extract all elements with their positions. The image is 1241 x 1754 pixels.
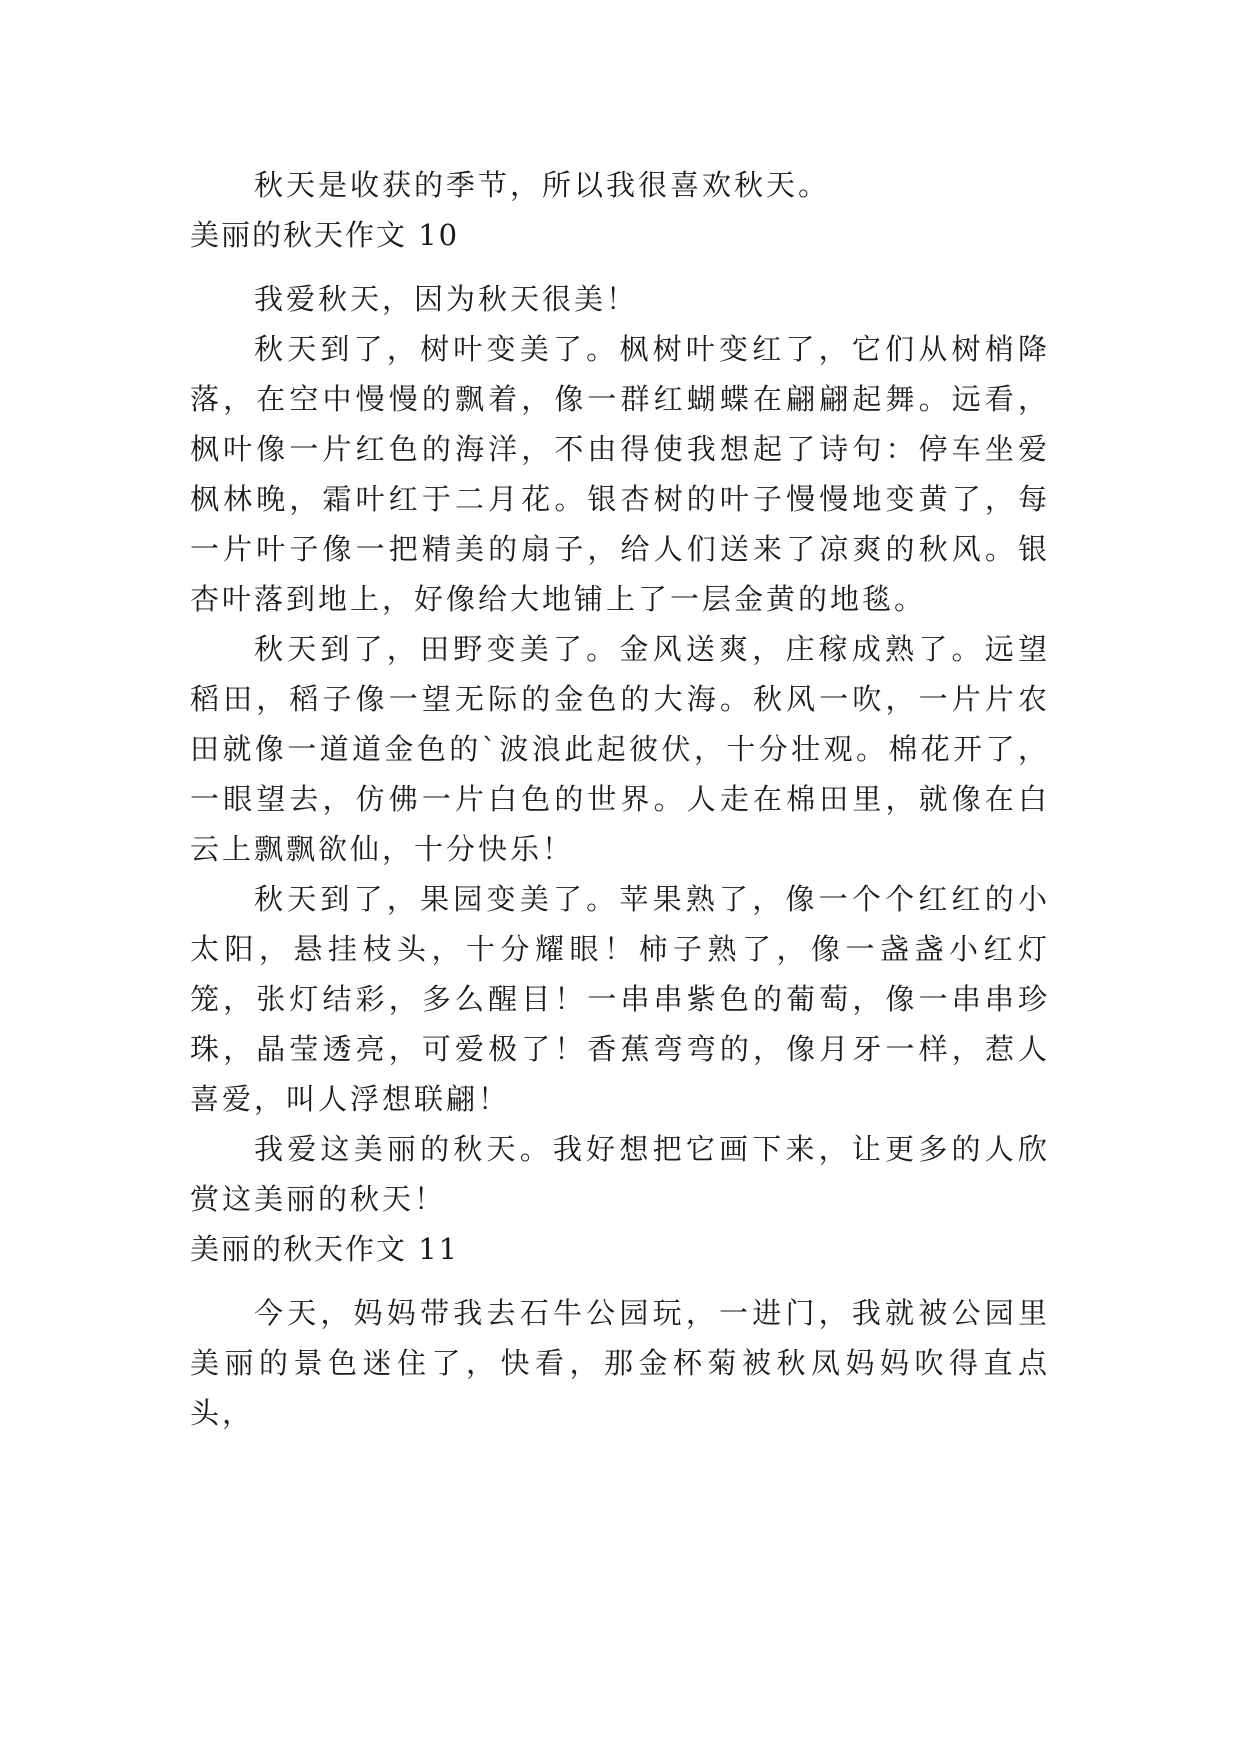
paragraph: 我爱这美丽的秋天。我好想把它画下来，让更多的人欣赏这美丽的秋天！ [190,1132,1050,1216]
paragraph: 秋天到了，田野变美了。金风送爽，庄稼成熟了。远望稻田，稻子像一望无际的金色的大海。秋风一吹，一片片农田就像一道道金色的`波浪此起彼伏，十分壮观。棉花开了，一眼望去，仿佛一片白色的世界。人走在棉田里，就像在白云上飘飘欲仙，十分快乐！ [190,632,1050,866]
essay-heading: 美丽的秋天作文 11 [190,1232,460,1266]
paragraph: 秋天是收获的季节，所以我很喜欢秋天。 [254,168,831,202]
paragraph: 秋天到了，果园变美了。苹果熟了，像一个个红红的小太阳，悬挂枝头，十分耀眼！柿子熟了，像一盏盏小红灯笼，张灯结彩，多么醒目！一串串紫色的葡萄，像一串串珍珠，晶莹透亮，可爱极了！香蕉弯弯的，像月牙一样，惹人喜爱，叫人浮想联翩！ [190,882,1050,1116]
paragraph: 秋天到了，树叶变美了。枫树叶变红了，它们从树梢降落，在空中慢慢的飘着，像一群红蝴蝶在翩翩起舞。远看，枫叶像一片红色的海洋，不由得使我想起了诗句：停车坐爱枫林晚，霜叶红于二月花。银杏树的叶子慢慢地变黄了，每一片叶子像一把精美的扇子，给人们送来了凉爽的秋风。银杏叶落到地上，好像给大地铺上了一层金黄的地毯。 [190,332,1050,616]
essay-heading: 美丽的秋天作文 10 [190,218,460,252]
paragraph: 我爱秋天，因为秋天很美！ [254,282,639,316]
document-body [190,160,1050,1438]
paragraph: 今天，妈妈带我去石牛公园玩，一进门，我就被公园里美丽的景色迷住了，快看，那金杯菊被秋凤妈妈吹得直点头， [190,1296,1050,1430]
